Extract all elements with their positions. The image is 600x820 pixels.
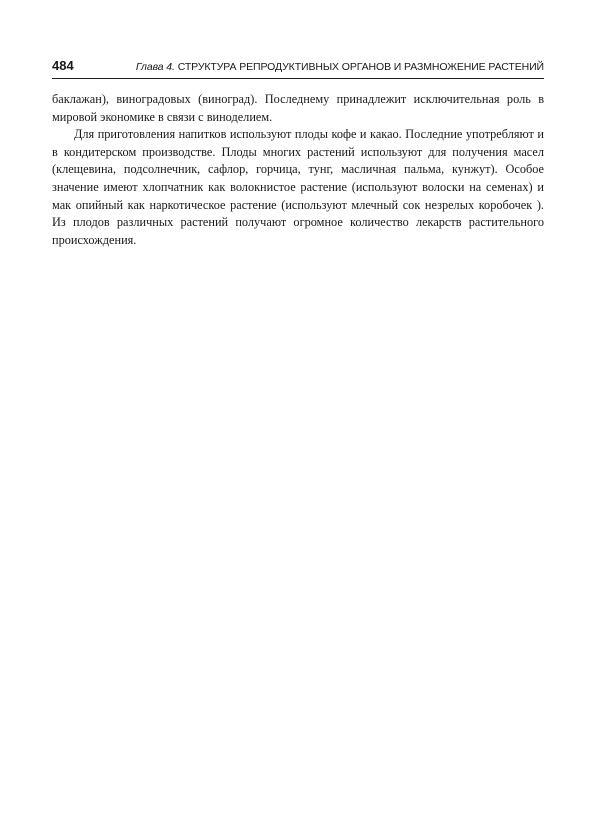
chapter-label: Глава 4. bbox=[135, 61, 175, 73]
paragraph-beverages-oils: Для приготовления напитков используют плоды кофе и какао. Последние употребляют и в кондитерском производстве. Плоды многих растений используют для получения масел (клещевина, подсолнечник, сафлор, горчица, тунг, масличная пальма, кунжут). Особое значение имеют хлопчатник как волокнистое растение (используют волоски на семенах) и мак опийный как наркотическое растение (используют млечный сок незрелых коробочек ). Из плодов различных растений получают огромное количество лекарств растительного происхождения. bbox=[52, 127, 544, 247]
page-number: 484 bbox=[52, 58, 74, 73]
chapter-title: СТРУКТУРА РЕПРОДУКТИВНЫХ ОРГАНОВ И РАЗМНОЖЕНИЕ РАСТЕНИЙ bbox=[177, 61, 544, 73]
book-page bbox=[52, 58, 544, 249]
paragraph-continuation: баклажан), виноградовых (виноград). Последнему принадлежит исключительная роль в мировой экономике в связи с виноделием. bbox=[52, 92, 544, 124]
running-header bbox=[52, 58, 544, 79]
body-text bbox=[52, 91, 544, 249]
chapter-heading bbox=[136, 61, 544, 73]
